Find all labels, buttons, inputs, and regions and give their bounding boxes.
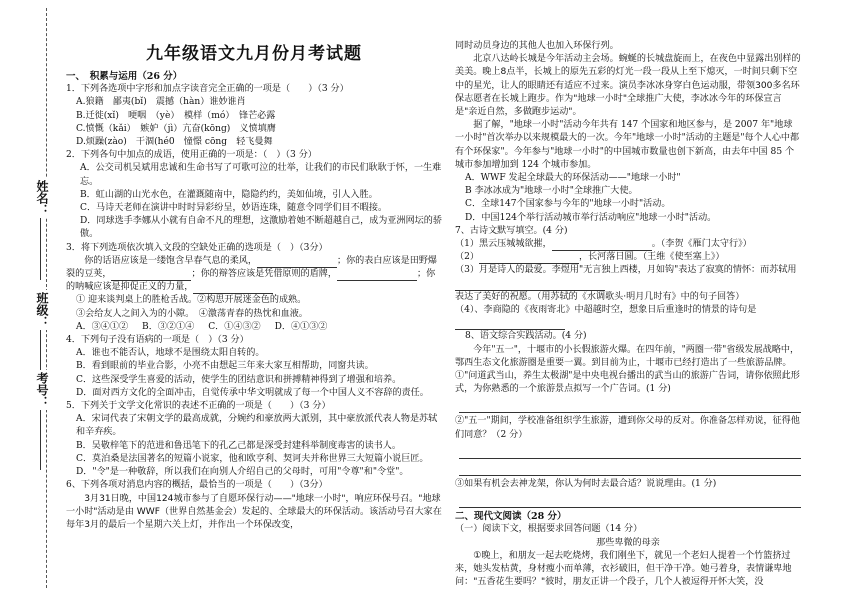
q5-option-b[interactable]: B．吴敬梓笔下的范进和鲁迅笔下的孔乙己都是深受封建科举制度毒害的读书人。 [76,440,401,451]
q7-item-4 [455,304,801,330]
reading-1-title: 那些卑微的母亲 [596,537,660,548]
q2-option-b[interactable]: B．虹山湖的山光水色，在灌溉随南中，隐隐约约，美如仙境，引人入胜。 [80,189,378,200]
q8-part-3: ③如果有机会去神龙架，你认为何时去最合适？说说理由。(1 分) [455,478,717,489]
q4-option-a[interactable]: A．谁也不能否认，地球不是围绕太阳自转的。 [76,348,265,359]
q4-option-c[interactable]: C．这些深受学生喜爱的活动，使学生的团结意识和拼搏精神得到了增强和培养。 [76,374,402,385]
q3-choice-b[interactable]: B．③②①④ [142,321,195,332]
q2-option-c[interactable]: C．马诗天老师在演讲中时时异彩纷呈，妙语连珠，随意令同学们目不暇接。 [80,203,388,214]
q5-option-d[interactable]: D．"令"是一种敬辞，所以我们在向别人介绍自己的父母时，可用"令尊"和"令堂"。 [76,467,409,478]
q7-item-3-note: 表达了美好的祝愿。（用苏轼的《水调歌头·明月几时有》中的句子回答） [455,291,745,302]
q8-part-1-answer-line[interactable] [459,398,801,413]
question-1: 1．下列各选项中字形和加点字读音完全正确的一项是（ ）（3 分） [66,84,349,95]
q8-part-2-answer-line-1[interactable] [459,444,801,459]
reading-1-instruction: （一）阅读下文，根据要求回答问题（14 分） [455,524,643,535]
q4-option-b[interactable]: B．看到眼前的毕业合影，小亮不由想起三年来大家互相帮助，同窗共读。 [76,361,374,372]
q3-passage-part-1: 你的话语应该是一缕饱含早春气息的柔风， [84,255,257,266]
q6-news-paragraph-2: 北京八达岭长城是今年活动主会场。蜿蜒的长城盘旋而上，在夜色中显露出别样的美美。晚上8点半，长城上的原先五彩的灯光一段一段从上至下熄灭，一时间只剩下空中的星光，让人的眼睛还有适应不过来。演员李冰冰身穿白色运动服，带领300多名环保志愿者在长城上跑步。作为"地球一小时"全球推广大使，李冰冰今年的环保宣言是"亲近自然，多做跑步运动"。 [455,54,801,118]
q2-option-a[interactable]: A．公交司机吴斌用忠诚和生命书写了可歌可泣的壮举，让我们的市民们耿耿于怀，一生难忘。 [80,163,442,187]
q3-passage [66,255,442,295]
q6-option-c[interactable]: C．全球147个国家参与今年的"地球一小时"活动。 [465,199,671,210]
q1-option-c[interactable]: C.愤慨（kǎi） 嫉妒（jì）亢奋(kōng) 义愤填膺 [76,123,276,134]
q7-item-1-prompt: （1）黑云压城城欲摧， [455,239,552,250]
q7-blank-3[interactable] [455,280,605,291]
right-column [455,40,801,589]
q8-part-2: ②"五一"期间，学校准备组织学生旅游，遭到你父母的反对。你准备怎样劝说，征得他们同意？（2 分） [455,416,800,440]
q5-option-a[interactable]: A．宋词代表了宋朝文学的最高成就，分婉约和豪放两大派别，其中豪放派代表人物是苏轼和辛弃疾。 [76,414,438,438]
binding-gutter [0,0,60,596]
q3-passage-part-3: ；你的辩答应该是凭借原则的盾牌， [191,269,337,280]
q5-option-c[interactable]: C．莫泊桑是法国著名的短篇小说家，他和欧亨利、契诃夫并称世界三大短篇小说巨匠。 [76,453,429,464]
q1-option-d[interactable]: D.烦躁(zào) 干涸(hé0 憧憬 cōng 轻飞曼舞 [76,137,273,148]
q3-sentences-2: ③会给友人之间入为的小隙。 ④激荡青春的热忱和血液。 [76,308,308,319]
q8-part-1: ①"问道武当山，养生太极湖"是中央电视台播出的武当山的旅游广告词，请你依照此形式，为你熟悉的一个旅游景点拟写一个广告词。(1 分) [455,371,800,395]
q3-passage-part-2: ；你的表白应该是田野爆裂的豆荚， [66,255,438,280]
q7-blank-2[interactable] [479,253,579,264]
question-7: 7、古诗文默写填空。(4 分) [455,225,568,236]
q3-blank-1[interactable] [257,257,337,268]
q3-blank-4[interactable] [193,283,273,294]
reading-1-paragraph-1: ①晚上，和朋友一起去吃烧烤，我们刚坐下，就见一个老妇人提着一个竹篮挤过来，她头发枯黄，身材瘦小而单薄，衣衫破旧，但干净干净。她弓着身，表情谦卑地问："五香花生要吗？"彼时，朋友正讲一个段子，几个人被逗得开怀大笑，没 [455,550,792,588]
q6-news-continued: 同时动员身边的其他人也加入环保行列。 [455,41,619,51]
question-3: 3．将下列选项依次填入文段的空缺处正确的选项是（ ）（3分） [66,242,328,253]
q3-choice-d[interactable]: D．④①③② [274,321,328,332]
q8-part-2-answer-line-2[interactable] [459,461,801,476]
q7-item-1-source: 。（李贺《雁门太守行》） [651,239,752,250]
name-blank[interactable] [40,210,41,280]
q8-intro: 今年"五一"，十堰市的小长假旅游火爆。在四年前，"两圈一带"省级发展战略中，鄂西生态文化旅游圈是重要一翼。到目前为止，十堰市已经打造出了一些旅游品牌。 [455,344,800,368]
question-8: 8、语文综合实践活动。(4 分) [465,331,587,342]
class-label: 班级： [35,292,49,328]
question-5: 5．下列关于文学文化常识的表述不正确的一项是（ ）（3 分） [66,401,331,412]
q6-option-d[interactable]: D．中国124个举行活动城市举行活动响应"地球一小时"活动。 [465,212,717,223]
q7-item-2 [455,251,801,264]
q7-blank-1[interactable] [552,240,652,251]
section-2-heading: 二、现代文阅读（28 分） [455,511,567,523]
q7-item-1 [455,238,801,251]
q7-item-3 [455,264,801,290]
q6-news-paragraph-3: 据了解，"地球一小时"活动今年共有 147 个国家和地区参与，是 2007 年"地球一小时"首次举办以来规模最大的一次。今年"地球一小时"活动的主题是"每个人心中都有个环保家"。今年参与"地球一小时"的中国城市数量也创下新高，由去年中国 85 个城市参加增加到 124 个城市参加。 [455,120,800,170]
question-2: 2．下列各句中加点的成语，使用正确的一项是：（ ）（3 分） [66,150,317,161]
exam-no-label: 考号： [35,372,49,408]
left-column [66,0,442,532]
q7-blank-4[interactable] [455,319,565,330]
page-title: 九年级语文九月份月考试题 [146,44,362,64]
question-4: 4．下列句子没有语病的一项是（ ）（3 分） [66,335,249,346]
q1-option-a[interactable]: A.狼籍 鄙夷(bǐ) 震撼（hàn）谁妙谁肖 [76,97,246,108]
q6-news-text: 3月31日晚，中国124城市参与了自愿环保行动——"地球一小时"，响应环保号召。"地球一小时"活动是由 WWF（世界自然基金会）发起的、全球最大的环保活动。该活动号召大家在每年3月的最后一个星期六关上灯，并作出一个环保改变， [66,493,442,530]
q6-option-b[interactable]: B 李冰冰成为"地球一小时"全球推广大使。 [465,186,638,197]
q8-part-3-answer-line[interactable] [459,493,801,508]
name-label: 姓名： [35,180,49,216]
section-1-heading: 一、 积累与运用（26 分） [66,71,183,82]
q2-option-d[interactable]: D．同球选手李娜从小就有自命不凡的理想，这激励着她不断超越自己，成为亚洲网坛的骄傲。 [80,216,442,240]
q3-choice-c[interactable]: C．①④③② [208,321,261,332]
q3-choices [66,321,442,334]
question-6: 6、下列各项对消息内容的概括，最恰当的一项是（ ）（3分） [66,480,328,491]
exam-no-blank[interactable] [40,400,41,470]
q7-item-2-prompt: （2） [455,252,479,263]
q3-choice-a[interactable]: A．③④①② [76,321,129,332]
q7-item-2-source: ，长河落日圆。（王维《使至塞上》） [578,252,725,263]
q3-blank-2[interactable] [111,270,191,281]
q6-option-a[interactable]: A．WWF 发起全球最大的环保活动——"地球一小时" [465,173,681,184]
q1-option-b[interactable]: B.迁徙(xǐ) 哽咽 （yè） 模样（mó） 锋芒必露 [76,110,276,121]
q3-blank-3[interactable] [337,270,417,281]
q3-sentences-1: ① 迎来谈判桌上的胜枪舌战。②构思开展迷金色的成熟。 [76,295,307,306]
q7-item-3-prompt: （3）月是诗人的最爱。李煜用"无言独上西楼，月如钩"表达了寂寞的情怀：而苏轼用 [455,265,797,276]
q3-passage-part-4: ；你的呐喊应该是抑促正义的力量， [66,269,436,293]
q7-item-4-prompt: （4）、李商隐的《夜雨寄北》中超越时空，想象日后重逢时的情景的诗句是 [455,305,757,316]
q4-option-d[interactable]: D．面对西方文化的全面冲击，自觉传承中华文明就成了每一个中国人义不容辞的责任。 [76,387,429,398]
